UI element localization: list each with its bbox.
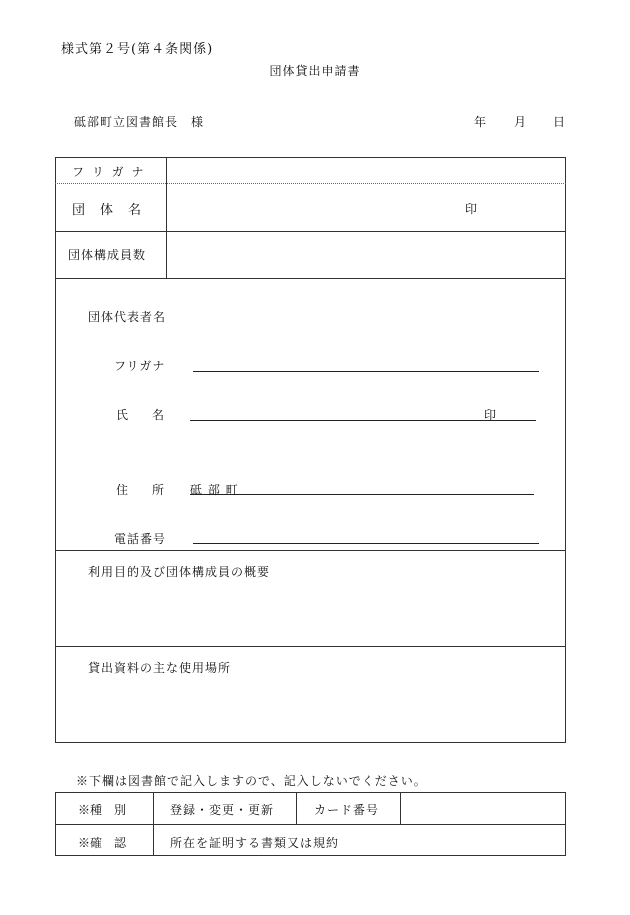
- document-title: 団体貸出申請書: [269, 64, 361, 78]
- row-separator: [55, 231, 566, 232]
- rep-seal: 印: [484, 408, 497, 422]
- rep-furigana-label: フリガナ: [114, 359, 166, 373]
- type-label: ※種 別: [78, 803, 127, 817]
- address-prefix: 砥 部 町: [190, 483, 239, 497]
- recipient: 砥部町立図書館長 様: [74, 115, 205, 129]
- confirm-documents: 所在を証明する書類又は規約: [170, 836, 340, 850]
- form-number: 様式第２号(第４条関係): [61, 42, 214, 57]
- representative-label: 団体代表者名: [88, 310, 167, 324]
- application-form: [55, 157, 566, 743]
- office-col-divider: [296, 792, 297, 824]
- row-separator: [55, 278, 566, 279]
- usage-place-label: 貸出資料の主な使用場所: [88, 661, 232, 675]
- member-count-label: 団体構成員数: [68, 248, 147, 262]
- confirm-label: ※確 認: [78, 836, 127, 850]
- office-row-separator: [55, 824, 566, 825]
- office-use-note: ※下欄は図書館で記入しますので、記入しないでください。: [76, 774, 427, 788]
- furigana-separator: [55, 183, 566, 184]
- date-year-label: 年: [474, 115, 487, 129]
- row-separator: [55, 646, 566, 647]
- group-seal: 印: [465, 202, 478, 216]
- phone-label: 電話番号: [114, 532, 167, 546]
- group-name-label: 団 体 名: [72, 203, 143, 218]
- rep-name-label: 氏 名: [116, 408, 165, 422]
- office-col-divider: [153, 792, 154, 856]
- row-separator: [55, 550, 566, 551]
- office-col-divider: [400, 792, 401, 824]
- address-label: 住 所: [116, 483, 165, 497]
- purpose-label: 利用目的及び団体構成員の概要: [88, 565, 271, 579]
- phone-field[interactable]: [193, 543, 539, 544]
- address-field[interactable]: [190, 494, 534, 495]
- label-column-divider: [166, 157, 167, 278]
- date-day-label: 日: [553, 115, 566, 129]
- type-options: 登録・変更・更新: [170, 803, 275, 817]
- date-month-label: 月: [514, 115, 527, 129]
- furigana-label: フ リ ガ ナ: [72, 165, 146, 179]
- card-number-label: カード番号: [314, 803, 380, 817]
- rep-furigana-field[interactable]: [193, 371, 539, 372]
